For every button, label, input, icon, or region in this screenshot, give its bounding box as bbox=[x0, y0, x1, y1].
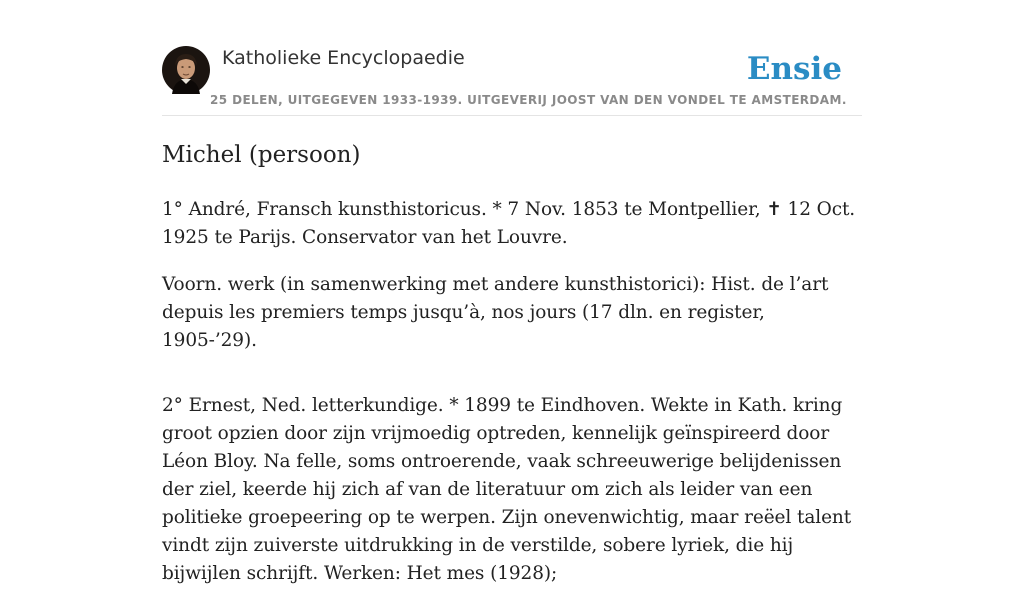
site-title[interactable]: Katholieke Encyclopaedie bbox=[222, 47, 465, 69]
site-header bbox=[162, 46, 862, 116]
site-subtitle: 25 DELEN, UITGEGEVEN 1933-1939. UITGEVERIJ JOOST VAN DEN VONDEL TE AMSTERDAM. bbox=[210, 93, 847, 107]
article-paragraph: 2° Ernest, Ned. letterkundige. * 1899 te Eindhoven. Wekte in Kath. kring groot opzien door zijn vrijmoedig optreden, kennelijk geïnspireerd door Léon Bloy. Na felle, soms ontroerende, vaak schreeuwerige belijdenissen der ziel, keerde hij zich af van de literatuur om zich als leider van een politieke groepeering op te werpen. Zijn onevenwichtig, maar reëel talent vindt zijn zuiverste uitdrukking in de verstilde, sobere lyriek, die hij bijwijlen schrijft. Werken: Het mes (1928); bbox=[162, 395, 852, 584]
article-paragraph: 1° André, Fransch kunsthistoricus. * 7 Nov. 1853 te Montpellier, ✝ 12 Oct. 1925 te Parijs. Conservator van het Louvre. bbox=[162, 199, 856, 248]
portrait-avatar-icon[interactable] bbox=[162, 46, 210, 94]
avatar-portrait bbox=[162, 46, 210, 94]
brand-logo-link[interactable]: Ensie bbox=[746, 51, 842, 87]
article bbox=[162, 138, 862, 607]
article-paragraph: Voorn. werk (in samenwerking met andere kunsthistorici): Hist. de l’art depuis les premiers temps jusqu’à, nos jours (17 dln. en register, 1905-’29). bbox=[162, 274, 829, 351]
article-title: Michel (persoon) bbox=[162, 142, 361, 168]
